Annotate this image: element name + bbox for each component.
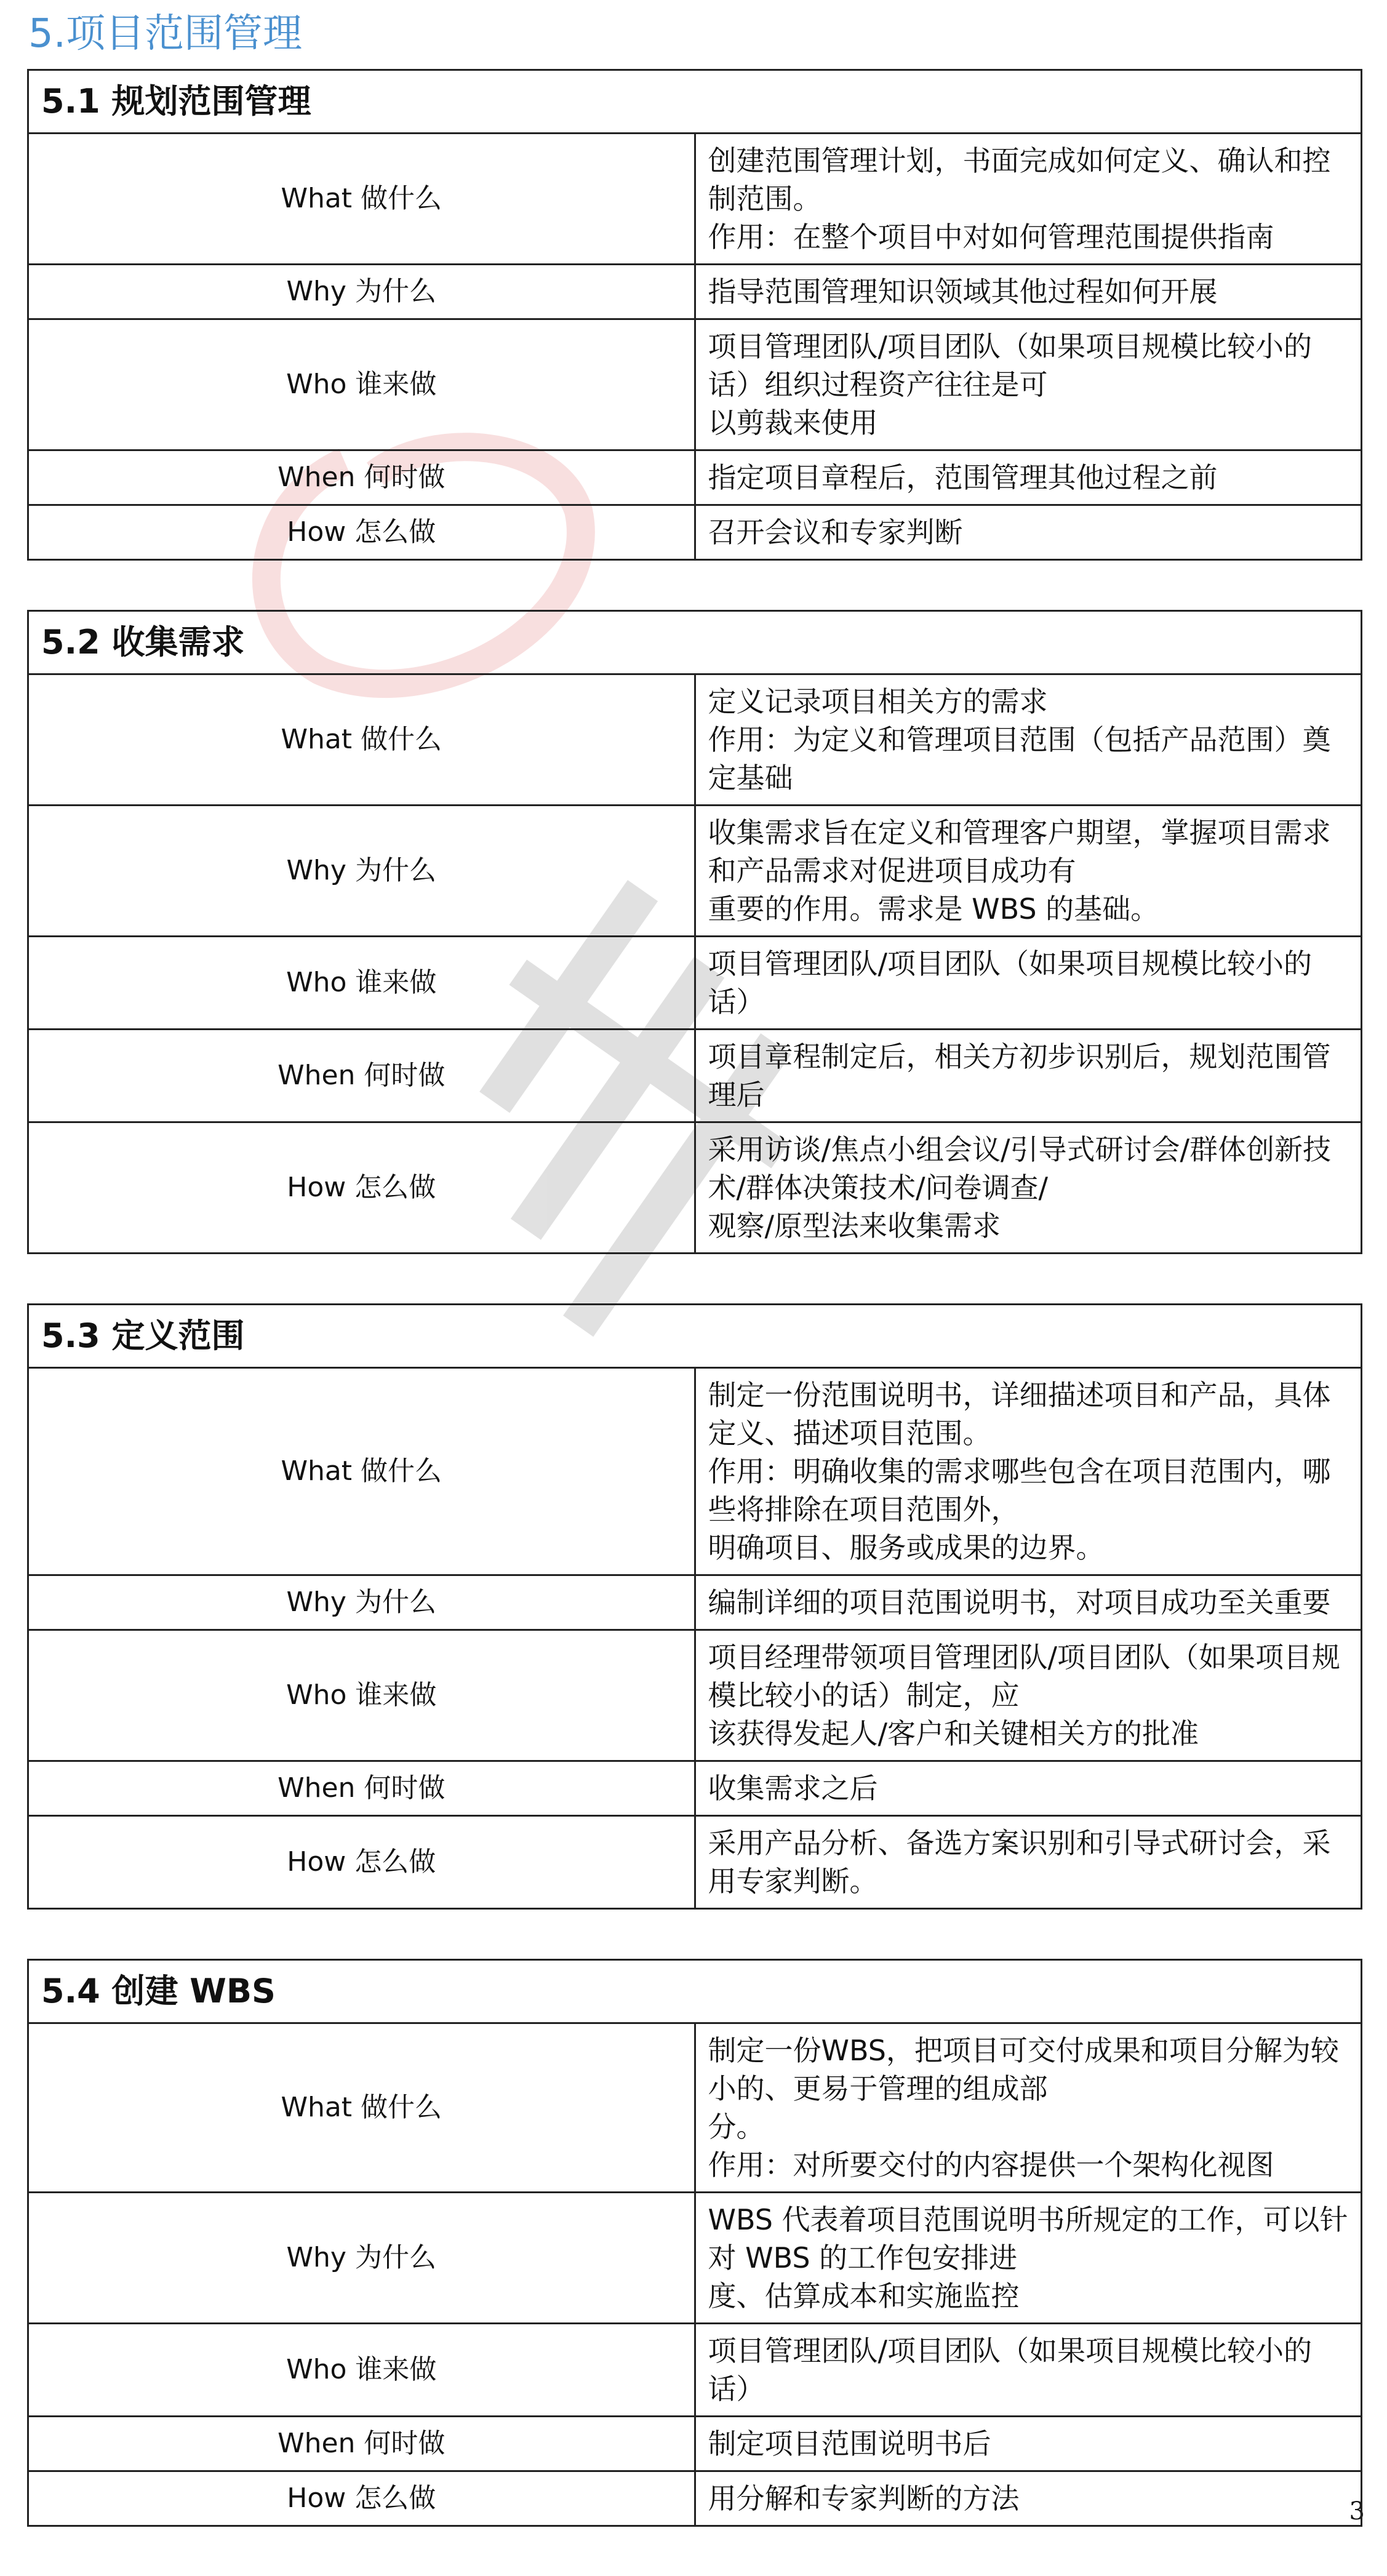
content-line: 项目管理团队/项目团队（如果项目规模比较小的话）: [708, 947, 1312, 1018]
row-content: [695, 806, 1362, 937]
table-row: [28, 937, 1362, 1030]
section-heading: 5.3 定义范围: [28, 1305, 1362, 1368]
content-line: 定义记录项目相关方的需求: [708, 685, 1048, 718]
content-line: 制定一份范围说明书，详细描述项目和产品，具体定义、描述项目范围。: [708, 1378, 1331, 1450]
row-content: [695, 1761, 1362, 1816]
row-label: What 做什么: [28, 1368, 695, 1575]
table-row: [28, 1575, 1362, 1630]
row-label: When 何时做: [28, 1761, 695, 1816]
row-label: When 何时做: [28, 2417, 695, 2471]
table-row: [28, 505, 1362, 560]
content-line: 明确项目、服务或成果的边界。: [708, 1531, 1105, 1564]
row-label: Why 为什么: [28, 806, 695, 937]
row-label: When 何时做: [28, 450, 695, 505]
content-line: 观察/原型法来收集需求: [708, 1209, 1001, 1242]
content-line: 作用：明确收集的需求哪些包含在项目范围内，哪些将排除在项目范围外，: [708, 1455, 1331, 1526]
row-content: [695, 505, 1362, 560]
table-row: [28, 450, 1362, 505]
table-row: [28, 1122, 1362, 1254]
content-line: 以剪裁来使用: [708, 406, 878, 439]
row-label: Who 谁来做: [28, 319, 695, 450]
content-line: 项目管理团队/项目团队（如果项目规模比较小的话）组织过程资产往往是可: [708, 330, 1312, 401]
table-row: [28, 265, 1362, 319]
table-row: [28, 319, 1362, 450]
table-row: [28, 1030, 1362, 1122]
row-label: When 何时做: [28, 1030, 695, 1122]
row-content: [695, 2417, 1362, 2471]
table-row: [28, 674, 1362, 806]
section-heading: 5.2 收集需求: [28, 611, 1362, 674]
row-content: [695, 1368, 1362, 1575]
row-content: [695, 2023, 1362, 2193]
row-content: [695, 2324, 1362, 2417]
row-label: How 怎么做: [28, 2471, 695, 2526]
content-line: 项目管理团队/项目团队（如果项目规模比较小的话）: [708, 2334, 1312, 2406]
row-content: [695, 134, 1362, 265]
content-line: 指导范围管理知识领域其他过程如何开展: [708, 275, 1218, 308]
row-label: How 怎么做: [28, 505, 695, 560]
table-row: [28, 1816, 1362, 1909]
table-row: [28, 2471, 1362, 2526]
row-label: What 做什么: [28, 134, 695, 265]
content-line: 制定一份WBS，把项目可交付成果和项目分解为较小的、更易于管理的组成部: [708, 2034, 1339, 2105]
content-line: 项目章程制定后，相关方初步识别后，规划范围管理后: [708, 1040, 1331, 1111]
content-line: 该获得发起人/客户和关键相关方的批准: [708, 1717, 1199, 1750]
table-row: [28, 2023, 1362, 2193]
section-table: [27, 69, 1362, 561]
content-line: 项目经理带领项目管理团队/项目团队（如果项目规模比较小的话）制定，应: [708, 1641, 1340, 1712]
content-line: 采用产品分析、备选方案识别和引导式研讨会，采用专家判断。: [708, 1826, 1331, 1898]
section-header-row: [28, 1305, 1362, 1368]
row-content: [695, 674, 1362, 806]
content-line: 采用访谈/焦点小组会议/引导式研讨会/群体创新技术/群体决策技术/问卷调查/: [708, 1133, 1331, 1204]
section-table: [27, 610, 1362, 1254]
row-content: [695, 265, 1362, 319]
section-heading: 5.1 规划范围管理: [28, 70, 1362, 134]
section-header-row: [28, 1960, 1362, 2023]
content-line: 用分解和专家判断的方法: [708, 2482, 1020, 2515]
table-row: [28, 1630, 1362, 1761]
row-label: Who 谁来做: [28, 2324, 695, 2417]
section-table: [27, 1303, 1362, 1910]
content-line: 指定项目章程后，范围管理其他过程之前: [708, 461, 1218, 494]
row-label: Who 谁来做: [28, 1630, 695, 1761]
row-content: [695, 1575, 1362, 1630]
content-line: 作用：为定义和管理项目范围（包括产品范围）奠定基础: [708, 723, 1331, 794]
content-line: 收集需求旨在定义和管理客户期望，掌握项目需求和产品需求对促进项目成功有: [708, 816, 1331, 887]
content-line: 收集需求之后: [708, 1772, 878, 1805]
table-row: [28, 1368, 1362, 1575]
content-line: 度、估算成本和实施监控: [708, 2279, 1020, 2313]
section-table: [27, 1959, 1362, 2527]
page-title: 5.项目范围管理: [28, 11, 303, 57]
row-label: What 做什么: [28, 674, 695, 806]
content-line: 制定项目范围说明书后: [708, 2427, 991, 2460]
row-label: Why 为什么: [28, 1575, 695, 1630]
content-line: WBS 代表着项目范围说明书所规定的工作，可以针对 WBS 的工作包安排进: [708, 2203, 1348, 2274]
content-line: 创建范围管理计划，书面完成如何定义、确认和控制范围。: [708, 144, 1331, 215]
row-content: [695, 937, 1362, 1030]
row-content: [695, 319, 1362, 450]
row-content: [695, 2193, 1362, 2324]
section-header-row: [28, 611, 1362, 674]
row-content: [695, 2471, 1362, 2526]
table-row: [28, 806, 1362, 937]
content-line: 作用：对所要交付的内容提供一个架构化视图: [708, 2148, 1274, 2182]
row-label: How 怎么做: [28, 1122, 695, 1254]
row-label: Who 谁来做: [28, 937, 695, 1030]
section-header-row: [28, 70, 1362, 134]
sections-container: [0, 69, 1387, 2527]
page-number: 3: [1349, 2497, 1365, 2526]
row-label: Why 为什么: [28, 265, 695, 319]
row-label: Why 为什么: [28, 2193, 695, 2324]
row-label: How 怎么做: [28, 1816, 695, 1909]
row-content: [695, 1030, 1362, 1122]
content-line: 召开会议和专家判断: [708, 516, 963, 549]
row-content: [695, 1122, 1362, 1254]
table-row: [28, 1761, 1362, 1816]
row-content: [695, 1630, 1362, 1761]
content-line: 编制详细的项目范围说明书，对项目成功至关重要: [708, 1586, 1331, 1619]
table-row: [28, 2193, 1362, 2324]
row-label: What 做什么: [28, 2023, 695, 2193]
table-row: [28, 2324, 1362, 2417]
content-line: 作用：在整个项目中对如何管理范围提供指南: [708, 220, 1274, 254]
row-content: [695, 1816, 1362, 1909]
table-row: [28, 134, 1362, 265]
content-line: 分。: [708, 2110, 765, 2143]
table-row: [28, 2417, 1362, 2471]
row-content: [695, 450, 1362, 505]
section-heading: 5.4 创建 WBS: [28, 1960, 1362, 2023]
content-line: 重要的作用。需求是 WBS 的基础。: [708, 892, 1159, 926]
